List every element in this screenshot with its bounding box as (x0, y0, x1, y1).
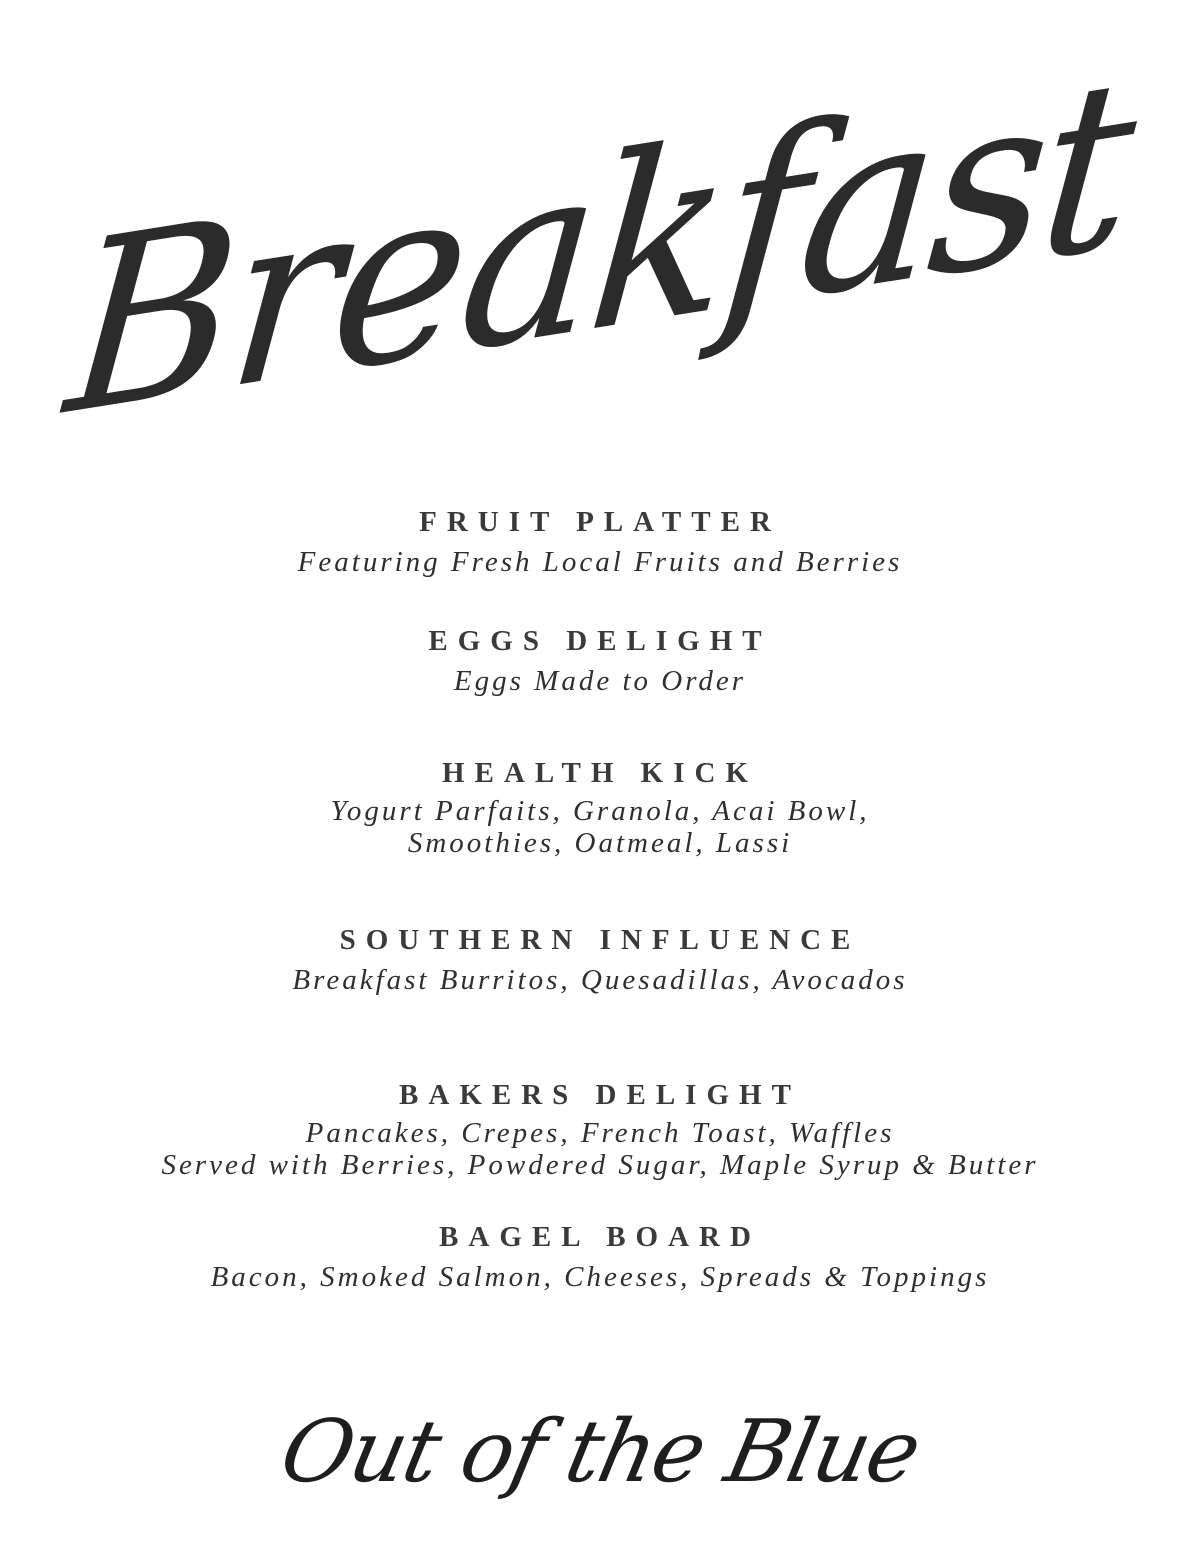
section-heading: SOUTHERN INFLUENCE (339, 924, 861, 956)
section-description-line-2: Smoothies, Oatmeal, Lassi (407, 827, 793, 859)
menu-section-bagel-board (0, 1219, 1200, 1293)
brand-signature: Out of the Blue (272, 1402, 928, 1502)
menu-section-bakers-delight (0, 1077, 1200, 1181)
section-heading: HEALTH KICK (441, 757, 759, 789)
section-description-line-2: Served with Berries, Powdered Sugar, Maple Syrup & Butter (161, 1149, 1039, 1181)
menu-section-health-kick (0, 755, 1200, 859)
section-heading: BAGEL BOARD (439, 1221, 761, 1253)
menu-section-fruit-platter (0, 504, 1200, 578)
menu-section-eggs-delight (0, 623, 1200, 697)
menu-title: Breakfast (58, 27, 1140, 469)
section-heading: FRUIT PLATTER (419, 506, 781, 538)
section-description: Bacon, Smoked Salmon, Cheeses, Spreads & Toppings (210, 1261, 990, 1293)
section-heading: BAKERS DELIGHT (399, 1079, 801, 1111)
section-description-line-1: Pancakes, Crepes, French Toast, Waffles (305, 1117, 895, 1149)
section-description-line-1: Yogurt Parfaits, Granola, Acai Bowl, (330, 795, 870, 827)
section-description: Featuring Fresh Local Fruits and Berries (297, 546, 903, 578)
section-description: Breakfast Burritos, Quesadillas, Avocados (292, 964, 908, 996)
section-description: Eggs Made to Order (453, 665, 747, 697)
section-heading: EGGS DELIGHT (428, 625, 772, 657)
menu-section-southern-influence (0, 922, 1200, 996)
